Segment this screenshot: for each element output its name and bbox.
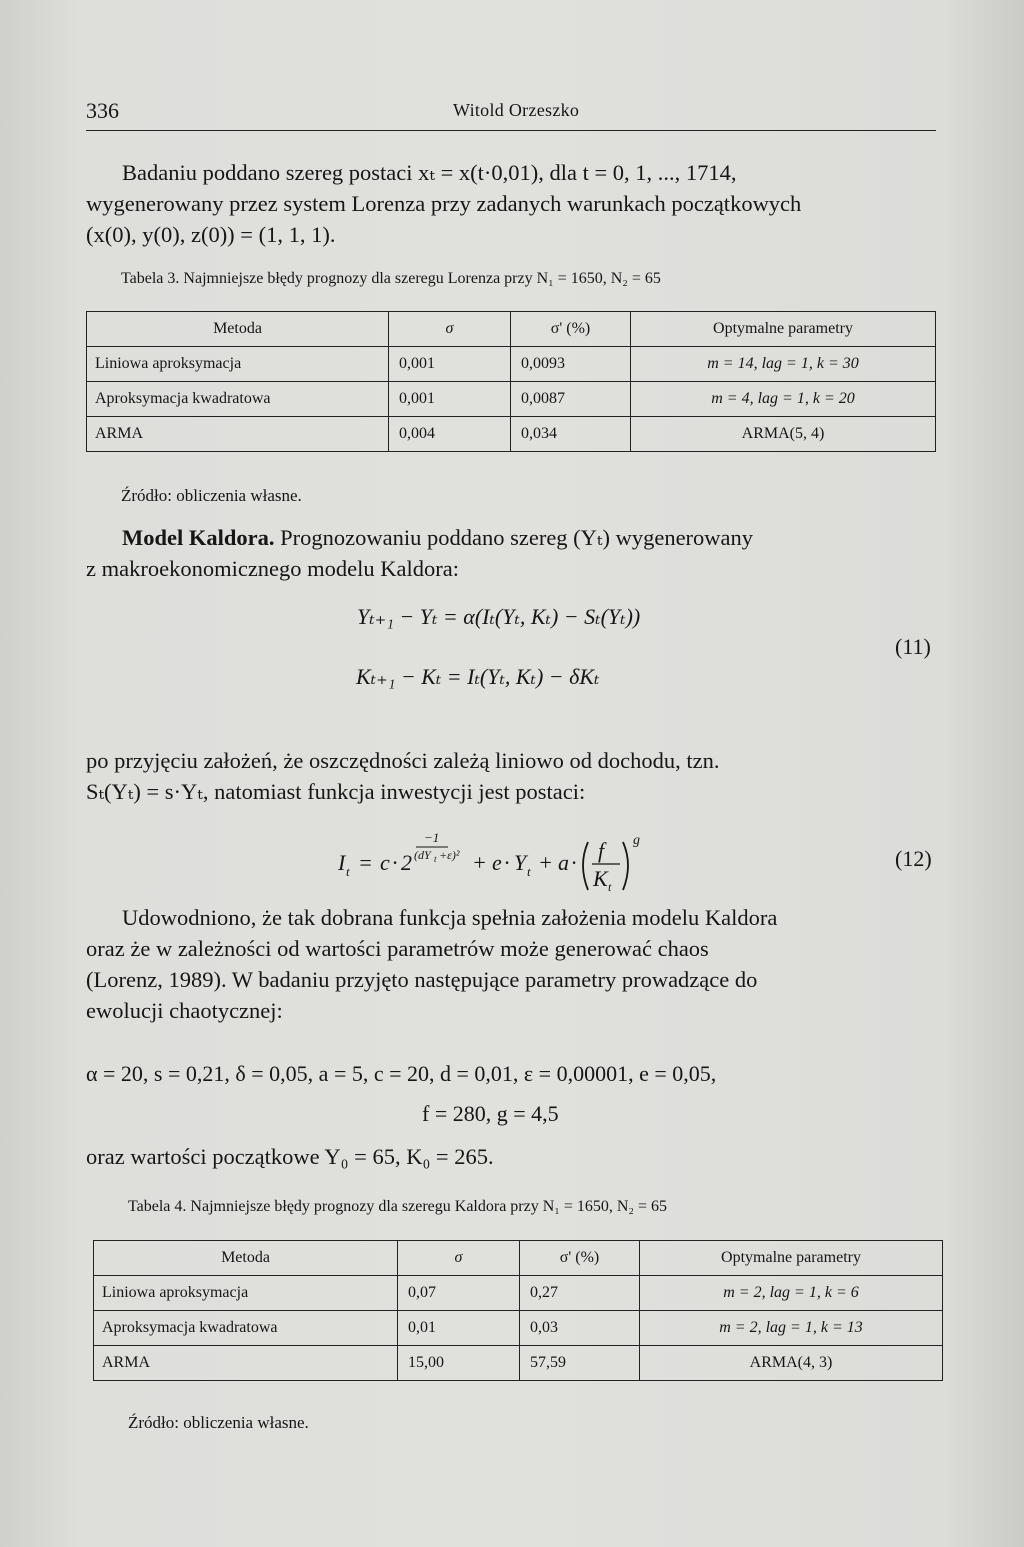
- cell-method: ARMA: [94, 1346, 398, 1381]
- section-title: Model Kaldora.: [122, 525, 275, 550]
- svg-text:+ε)²: +ε)²: [439, 848, 460, 862]
- intro-paragraph: [86, 157, 938, 250]
- parameter-values: f = 280, g = 4,5: [422, 1101, 559, 1126]
- column-header: σ: [389, 312, 511, 347]
- cell-sigma-pct: 0,27: [520, 1276, 640, 1311]
- svg-text:K: K: [593, 866, 608, 891]
- svg-text:−1: −1: [424, 830, 440, 845]
- cell-sigma-pct: 0,034: [511, 417, 631, 452]
- table-row: [94, 1276, 943, 1311]
- page-number: 336: [86, 98, 119, 123]
- equation-number: (12): [895, 846, 932, 871]
- svg-text:a: a: [558, 850, 569, 875]
- cell-params: m = 14, lag = 1, k = 30: [631, 347, 936, 382]
- running-header: [86, 98, 936, 131]
- proof-paragraph: [86, 902, 938, 1026]
- table-row: [87, 347, 936, 382]
- cell-params: m = 2, lag = 1, k = 6: [640, 1276, 943, 1311]
- equation-capital: Kₜ₊₁ − Kₜ = Iₜ(Yₜ, Kₜ) − δKₜ: [356, 664, 600, 689]
- table-row: [87, 417, 936, 452]
- cell-sigma-pct: 0,0093: [511, 347, 631, 382]
- cell-sigma: 15,00: [398, 1346, 520, 1381]
- cell-method: Aproksymacja kwadratowa: [87, 382, 389, 417]
- column-header: σ: [398, 1241, 520, 1276]
- cell-method: ARMA: [87, 417, 389, 452]
- cell-sigma: 0,001: [389, 347, 511, 382]
- cell-params: m = 2, lag = 1, k = 13: [640, 1311, 943, 1346]
- cell-method: Liniowa aproksymacja: [87, 347, 389, 382]
- column-header: Metoda: [87, 312, 389, 347]
- running-head-author: Witold Orzeszko: [453, 100, 580, 120]
- table4-caption: Tabela 4. Najmniejsze błędy prognozy dla szeregu Kaldora przy N₁ = 1650, N₂ = 65: [128, 1198, 668, 1215]
- table3-caption: Tabela 3. Najmniejsze błędy prognozy dla szeregu Lorenza przy N₁ = 1650, N₂ = 65: [121, 270, 661, 287]
- svg-text:+: +: [538, 850, 553, 875]
- cell-sigma-pct: 57,59: [520, 1346, 640, 1381]
- cell-sigma: 0,07: [398, 1276, 520, 1311]
- column-header: Optymalne parametry: [640, 1241, 943, 1276]
- svg-text:f: f: [598, 838, 605, 863]
- text-fragment: Prognozowaniu poddano szereg (Yₜ) wygenerowany: [280, 525, 754, 550]
- svg-text:(dY: (dY: [414, 848, 431, 862]
- text-line: z makroekonomicznego modelu Kaldora:: [86, 556, 459, 581]
- column-header: Metoda: [94, 1241, 398, 1276]
- column-header: σ' (%): [520, 1241, 640, 1276]
- svg-text:2: 2: [401, 850, 412, 875]
- kaldor-intro: [86, 522, 938, 584]
- svg-text:Y: Y: [514, 850, 527, 875]
- svg-text:t: t: [608, 880, 612, 894]
- table-header-row: [94, 1241, 943, 1276]
- parameter-values: α = 20, s = 0,21, δ = 0,05, a = 5, c = 20, d = 0,01, ε = 0,00001, e = 0,05,: [86, 1061, 717, 1086]
- cell-method: Liniowa aproksymacja: [94, 1276, 398, 1311]
- svg-text:·: ·: [392, 850, 398, 875]
- text-line: ewolucji chaotycznej:: [86, 998, 283, 1023]
- svg-text:g: g: [633, 833, 640, 848]
- text-line: [86, 522, 938, 553]
- investment-formula: [338, 828, 688, 898]
- svg-text:·: ·: [571, 850, 577, 875]
- table4-source: Źródło: obliczenia własne.: [128, 1413, 309, 1432]
- cell-sigma: 0,01: [398, 1311, 520, 1346]
- cell-params: ARMA(4, 3): [640, 1346, 943, 1381]
- text-line: oraz wartości początkowe Y₀ = 65, K₀ = 265.: [86, 1144, 494, 1169]
- svg-text:c: c: [380, 850, 390, 875]
- column-header: σ' (%): [511, 312, 631, 347]
- cell-sigma-pct: 0,0087: [511, 382, 631, 417]
- svg-text:t: t: [527, 864, 531, 879]
- column-header: Optymalne parametry: [631, 312, 936, 347]
- text-line: Badaniu poddano szereg postaci xₜ = x(t·0,01), dla t = 0, 1, ..., 1714,: [122, 160, 737, 185]
- equation-investment: [338, 828, 688, 894]
- text-line: (x(0), y(0), z(0)) = (1, 1, 1).: [86, 222, 336, 247]
- svg-text:e: e: [492, 850, 502, 875]
- table3-source: Źródło: obliczenia własne.: [121, 486, 302, 505]
- text-line: po przyjęciu założeń, że oszczędności zależą liniowo od dochodu, tzn.: [86, 748, 720, 773]
- text-line: Udowodniono, że tak dobrana funkcja spełnia założenia modelu Kaldora: [122, 905, 778, 930]
- table4: [93, 1240, 943, 1381]
- text-line: oraz że w zależności od wartości parametrów może generować chaos: [86, 936, 709, 961]
- svg-text:=: =: [358, 850, 373, 875]
- svg-text:·: ·: [504, 850, 510, 875]
- svg-text:t: t: [434, 854, 437, 864]
- table-row: [94, 1311, 943, 1346]
- cell-method: Aproksymacja kwadratowa: [94, 1311, 398, 1346]
- cell-sigma: 0,004: [389, 417, 511, 452]
- text-line: Sₜ(Yₜ) = s·Yₜ, natomiast funkcja inwestycji jest postaci:: [86, 779, 586, 804]
- table-header-row: [87, 312, 936, 347]
- table-row: [94, 1346, 943, 1381]
- equation-output: Yₜ₊₁ − Yₜ = α(Iₜ(Yₜ, Kₜ) − Sₜ(Yₜ)): [357, 604, 641, 629]
- cell-sigma: 0,001: [389, 382, 511, 417]
- table3: [86, 311, 936, 452]
- initial-values-paragraph: [86, 1141, 938, 1172]
- text-line: wygenerowany przez system Lorenza przy zadanych warunkach początkowych: [86, 191, 802, 216]
- svg-text:t: t: [346, 864, 350, 879]
- text-line: (Lorenz, 1989). W badaniu przyjęto następujące parametry prowadzące do: [86, 967, 758, 992]
- svg-text:+: +: [472, 850, 487, 875]
- table-row: [87, 382, 936, 417]
- cell-sigma-pct: 0,03: [520, 1311, 640, 1346]
- assumption-paragraph: [86, 745, 938, 807]
- cell-params: ARMA(5, 4): [631, 417, 936, 452]
- equation-number: (11): [895, 634, 931, 659]
- cell-params: m = 4, lag = 1, k = 20: [631, 382, 936, 417]
- svg-text:I: I: [338, 850, 346, 875]
